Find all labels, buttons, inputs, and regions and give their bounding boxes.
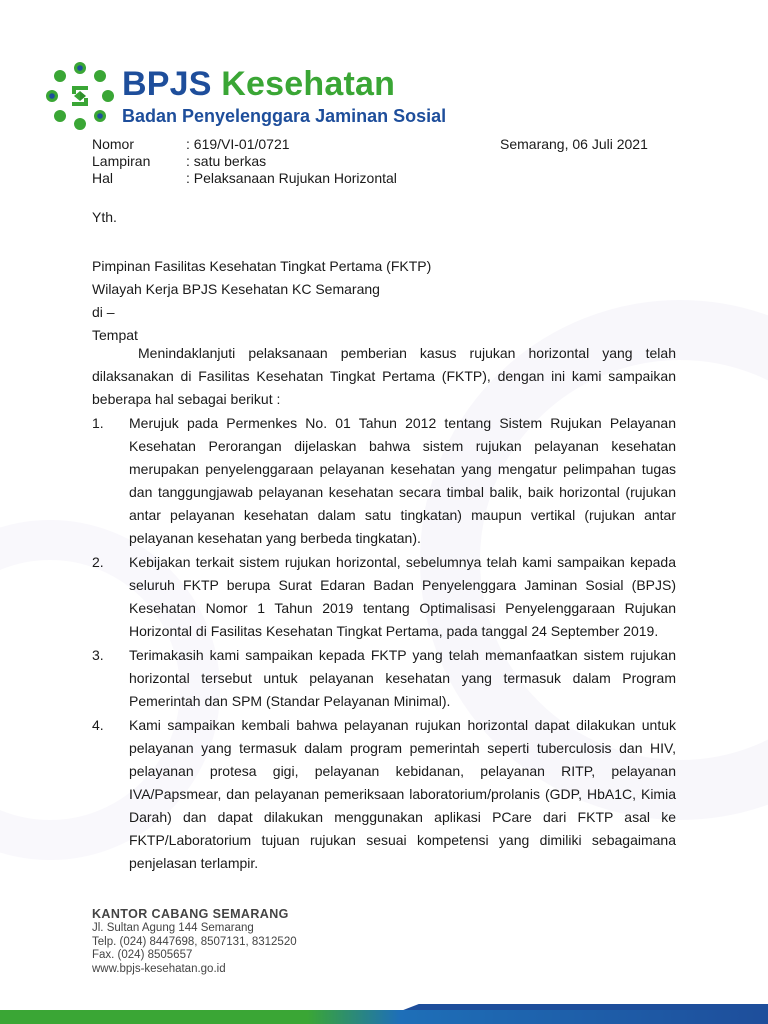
addressee-salutation: Yth. <box>92 209 117 225</box>
brand-accent: Kesehatan <box>221 65 396 103</box>
list-item <box>92 551 676 643</box>
meta-row-lampiran <box>92 153 397 170</box>
points-list <box>92 412 676 875</box>
meta-nomor-value: : 619/VI-01/0721 <box>186 136 290 152</box>
intro-paragraph: Menindaklanjuti pelaksanaan pemberian kasus rujukan horizontal yang telah dilaksanakan di Fasilitas Kesehatan Tingkat Pertama (FKTP), dengan ini kami sampaikan beberapa hal sebagai berikut : <box>92 345 676 407</box>
footer-website: www.bpjs-kesehatan.go.id <box>92 962 226 975</box>
list-item-number: 3. <box>92 647 104 663</box>
footer-office-name: KANTOR CABANG SEMARANG <box>92 907 289 921</box>
letter-date: Semarang, 06 Juli 2021 <box>500 136 648 152</box>
letter-meta <box>92 136 397 187</box>
meta-hal-value: : Pelaksanaan Rujukan Horizontal <box>186 170 397 186</box>
footer-fax: Fax. (024) 8505657 <box>92 949 193 961</box>
list-item-text: Kebijakan terkait sistem rujukan horizontal, sebelumnya telah kami sampaikan kepada seluruh FKTP berupa Surat Edaran Badan Penyelenggara Jaminan Sosial (BPJS) Kesehatan Nomor 1 Tahun 2019 tentang Optimalisasi Penyelenggaraan Rujukan Horizontal di Fasilitas Kesehatan Tingkat Pertama, pada tanggal 24 September 2019. <box>129 554 676 639</box>
bpjs-logo <box>44 60 446 132</box>
addressee-gap <box>92 229 431 255</box>
brand-name <box>122 65 446 103</box>
list-item <box>92 644 676 713</box>
addressee-recipient: Pimpinan Fasilitas Kesehatan Tingkat Pertama (FKTP) <box>92 258 432 274</box>
letter-body <box>92 342 676 875</box>
meta-nomor-label: Nomor <box>92 136 135 152</box>
footer-contact <box>92 906 297 976</box>
footer-address: Jl. Sultan Agung 144 Semarang <box>92 922 254 934</box>
addressee-region: Wilayah Kerja BPJS Kesehatan KC Semarang <box>92 281 380 297</box>
list-item-number: 1. <box>92 415 104 431</box>
addressee-di: di – <box>92 304 115 320</box>
addressee <box>92 206 431 347</box>
list-item-number: 4. <box>92 717 104 733</box>
list-item <box>92 412 676 550</box>
list-item-number: 2. <box>92 554 104 570</box>
list-item-text: Terimakasih kami sampaikan kepada FKTP yang telah memanfaatkan sistem rujukan horizontal tersebut untuk pelayanan kesehatan yang termasuk dalam Program Pemerintah dan SPM (Standar Pelayanan Minimal). <box>129 647 676 709</box>
brand-tagline: Badan Penyelenggara Jaminan Sosial <box>122 106 447 126</box>
meta-hal-label: Hal <box>92 170 114 186</box>
meta-row-hal <box>92 170 397 187</box>
list-item <box>92 714 676 875</box>
footer-phone: Telp. (024) 8447698, 8507131, 8312520 <box>92 935 297 948</box>
list-item-text: Kami sampaikan kembali bahwa pelayanan rujukan horizontal dapat dilakukan untuk pelayanan yang termasuk dalam program pemerintah seperti tuberculosis dan HIV, pelayanan protesa gigi, pelayanan kebidanan, pelayanan RITP, pelayanan IVA/Papsmear, dan pelayanan pemeriksaan laboratorium/prolanis (GDP, HbA1C, Kimia Darah) dan dapat dilakukan menggunakan aplikasi PCare dari FKTP asal ke FKTP/Laboratorium tujuan rujukan sesuai kompetensi yang dimiliki sebagaimana penjelasan terlampir. <box>129 717 676 871</box>
bpjs-logo-icon <box>44 60 116 132</box>
footer-color-bar <box>0 1010 768 1024</box>
meta-lampiran-value: : satu berkas <box>186 153 267 169</box>
meta-lampiran-label: Lampiran <box>92 153 151 169</box>
brand-main: BPJS <box>122 65 212 103</box>
meta-row-nomor <box>92 136 397 153</box>
addressee-place: Tempat <box>92 327 138 343</box>
list-item-text: Merujuk pada Permenkes No. 01 Tahun 2012 tentang Sistem Rujukan Pelayanan Kesehatan Perorangan dijelaskan bahwa sistem rujukan pelayanan kesehatan merupakan penyelenggaraan pelayanan kesehatan yang mengatur pelimpahan tugas dan tanggungjawab pelayanan kesehatan secara timbal balik, baik horizontal (rujukan antar pelayanan kesehatan dalam satu tingkatan) maupun vertikal (rujukan antar pelayanan kesehatan yang berbeda tingkatan). <box>129 415 676 546</box>
